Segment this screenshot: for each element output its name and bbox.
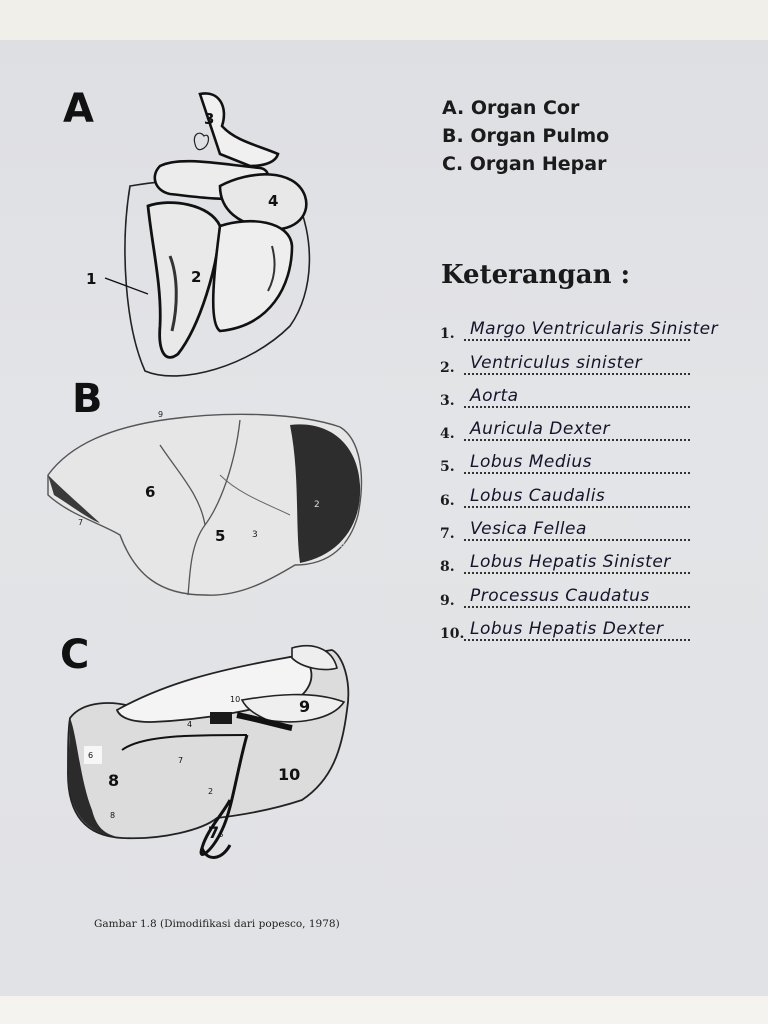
liver-number: 2: [208, 787, 214, 796]
legend-number: 1.: [440, 326, 455, 343]
figure-label-b: B: [72, 376, 103, 422]
liver-number: 5: [219, 831, 224, 839]
dotted-line: [464, 539, 690, 541]
legend-row: [440, 312, 719, 345]
organ-item: A. Organ Cor: [442, 97, 580, 119]
heart-number: 1: [86, 270, 97, 288]
liver-number: 7: [178, 756, 184, 765]
liver-number: 8: [110, 811, 116, 820]
background-bottom: [0, 996, 768, 1024]
legend-row: [440, 578, 700, 611]
heart-number: 3: [204, 110, 215, 128]
legend-row: [440, 612, 700, 645]
handwritten-answer: Aorta: [470, 385, 519, 406]
legend-number: 3.: [440, 392, 455, 409]
legend-list: [440, 312, 719, 645]
legend-number: 2.: [440, 359, 455, 376]
legend-row: [440, 445, 700, 478]
dotted-line: [464, 606, 690, 608]
legend-number: 6.: [440, 492, 455, 509]
liver-number: 4: [187, 720, 193, 729]
handwritten-answer: Vesica Fellea: [470, 519, 587, 540]
heart-number: 4: [268, 192, 279, 210]
legend-row: [440, 512, 700, 545]
handwritten-answer: Lobus Medius: [470, 452, 592, 473]
figure-label-a: A: [63, 86, 94, 132]
lung-number: 9: [158, 410, 164, 419]
dotted-line: [464, 439, 690, 441]
dotted-line: [464, 472, 690, 474]
legend-row: [440, 478, 700, 511]
liver-number: 10: [230, 695, 241, 704]
dotted-line: [464, 572, 690, 574]
handwritten-answer: Auricula Dexter: [470, 419, 611, 440]
legend-number: 5.: [440, 459, 455, 476]
lung-illustration: [40, 405, 375, 605]
lung-number: 6: [145, 483, 156, 501]
dotted-line: [464, 373, 690, 375]
liver-illustration: [62, 640, 357, 865]
legend-number: 8.: [440, 559, 455, 576]
lung-number: 8: [340, 540, 346, 549]
handwritten-answer: Processus Caudatus: [470, 585, 650, 606]
dotted-line: [464, 406, 690, 408]
liver-number: 6: [88, 751, 94, 760]
organ-item: C. Organ Hepar: [442, 153, 607, 175]
liver-number: 9: [299, 697, 311, 716]
legend-number: 10.: [440, 625, 465, 642]
handwritten-answer: Ventriculus sinister: [470, 352, 643, 373]
keterangan-heading: Keterangan :: [441, 260, 631, 290]
legend-row: [440, 345, 700, 378]
dotted-line: [464, 339, 690, 341]
legend-row: [440, 379, 700, 412]
legend-number: 9.: [440, 592, 455, 609]
heart-number: 2: [191, 268, 202, 286]
liver-number: 10: [278, 765, 301, 784]
legend-row: [440, 412, 700, 445]
figure-label-c: C: [60, 632, 90, 678]
lung-number: 2: [314, 500, 320, 510]
liver-number: 7: [208, 823, 220, 842]
background-top: [0, 0, 768, 44]
handwritten-answer: Lobus Hepatis Sinister: [470, 552, 671, 573]
organ-list: [442, 94, 609, 178]
dotted-line: [464, 506, 690, 508]
legend-number: 4.: [440, 426, 455, 443]
lung-number: 5: [215, 527, 226, 545]
liver-number: 8: [108, 771, 120, 790]
legend-row: [440, 545, 700, 578]
figure-caption: Gambar 1.8 (Dimodifikasi dari popesco, 1978): [94, 918, 340, 930]
legend-number: 7.: [440, 526, 455, 543]
handwritten-answer: Lobus Caudalis: [470, 485, 606, 506]
lung-number: 3: [252, 530, 258, 540]
handwritten-answer: Margo Ventricularis Sinister: [470, 319, 719, 340]
heart-illustration: [86, 86, 330, 386]
handwritten-answer: Lobus Hepatis Dexter: [470, 618, 664, 639]
lung-number: 7: [78, 518, 84, 527]
dotted-line: [464, 639, 690, 641]
organ-item: B. Organ Pulmo: [442, 125, 610, 147]
